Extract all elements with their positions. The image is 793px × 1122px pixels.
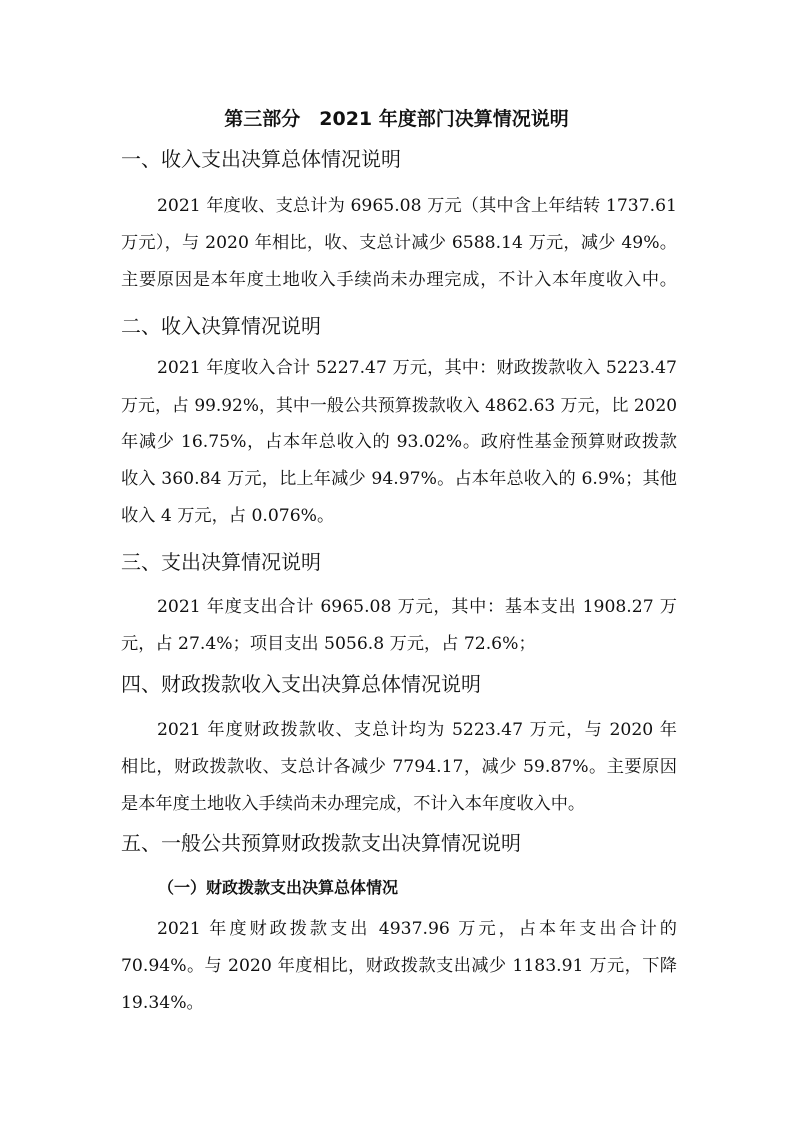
section-paragraph-expenditure bbox=[121, 589, 677, 663]
paragraph-line: 收入 4 万元，占 0.076%。 bbox=[121, 506, 335, 526]
paragraph-line: 70.94%。与 2020 年度相比，财政拨款支出减少 1183.91 万元，下降 bbox=[121, 956, 677, 976]
paragraph-line: 相比，财政拨款收、支总计各减少 7794.17，减少 59.87%。主要原因 bbox=[121, 757, 677, 777]
section-heading-income: 二、收入决算情况说明 bbox=[121, 314, 321, 338]
page-title: 第三部分 2021 年度部门决算情况说明 bbox=[224, 108, 569, 130]
section-paragraph-income bbox=[121, 350, 677, 535]
section-paragraph-general-public-budget bbox=[121, 911, 677, 1022]
paragraph-line: 万元，占 99.92%，其中一般公共预算拨款收入 4862.63 万元，比 2020 bbox=[121, 395, 677, 415]
section-paragraph-fiscal-appropriation-overview bbox=[121, 712, 677, 823]
paragraph-line: 2021 年度财政拨款收、支总计均为 5223.47 万元，与 2020 年 bbox=[157, 720, 677, 740]
paragraph-line: 19.34%。 bbox=[121, 993, 204, 1013]
section-heading-expenditure: 三、支出决算情况说明 bbox=[121, 550, 321, 574]
paragraph-line: 2021 年度收、支总计为 6965.08 万元（其中含上年结转 1737.61 bbox=[157, 196, 677, 216]
section-heading-general-public-budget: 五、一般公共预算财政拨款支出决算情况说明 bbox=[121, 831, 521, 855]
paragraph-line: 主要原因是本年度土地收入手续尚未办理完成，不计入本年度收入中。 bbox=[121, 270, 677, 290]
paragraph-line: 收入 360.84 万元，比上年减少 94.97%。占本年总收入的 6.9%；其他 bbox=[121, 469, 677, 489]
paragraph-line: 万元），与 2020 年相比，收、支总计减少 6588.14 万元，减少 49%。 bbox=[121, 233, 677, 253]
paragraph-line: 2021 年度收入合计 5227.47 万元，其中：财政拨款收入 5223.47 bbox=[157, 358, 677, 378]
section-heading-income-expenditure-overview: 一、收入支出决算总体情况说明 bbox=[121, 147, 401, 171]
paragraph-line: 年减少 16.75%，占本年总收入的 93.02%。政府性基金预算财政拨款 bbox=[121, 432, 677, 452]
paragraph-line: 是本年度土地收入手续尚未办理完成，不计入本年度收入中。 bbox=[121, 794, 586, 814]
paragraph-line: 2021 年度支出合计 6965.08 万元，其中：基本支出 1908.27 万 bbox=[157, 597, 677, 617]
subsection-heading-fiscal-expenditure-overall: （一）财政拨款支出决算总体情况 bbox=[158, 878, 399, 897]
paragraph-line: 元，占 27.4%；项目支出 5056.8 万元，占 72.6%； bbox=[121, 634, 536, 654]
section-heading-fiscal-appropriation-overview: 四、财政拨款收入支出决算总体情况说明 bbox=[121, 672, 481, 696]
section-paragraph-income-expenditure-overview bbox=[121, 188, 677, 299]
paragraph-line: 2021 年度财政拨款支出 4937.96 万元，占本年支出合计的 bbox=[157, 919, 677, 939]
